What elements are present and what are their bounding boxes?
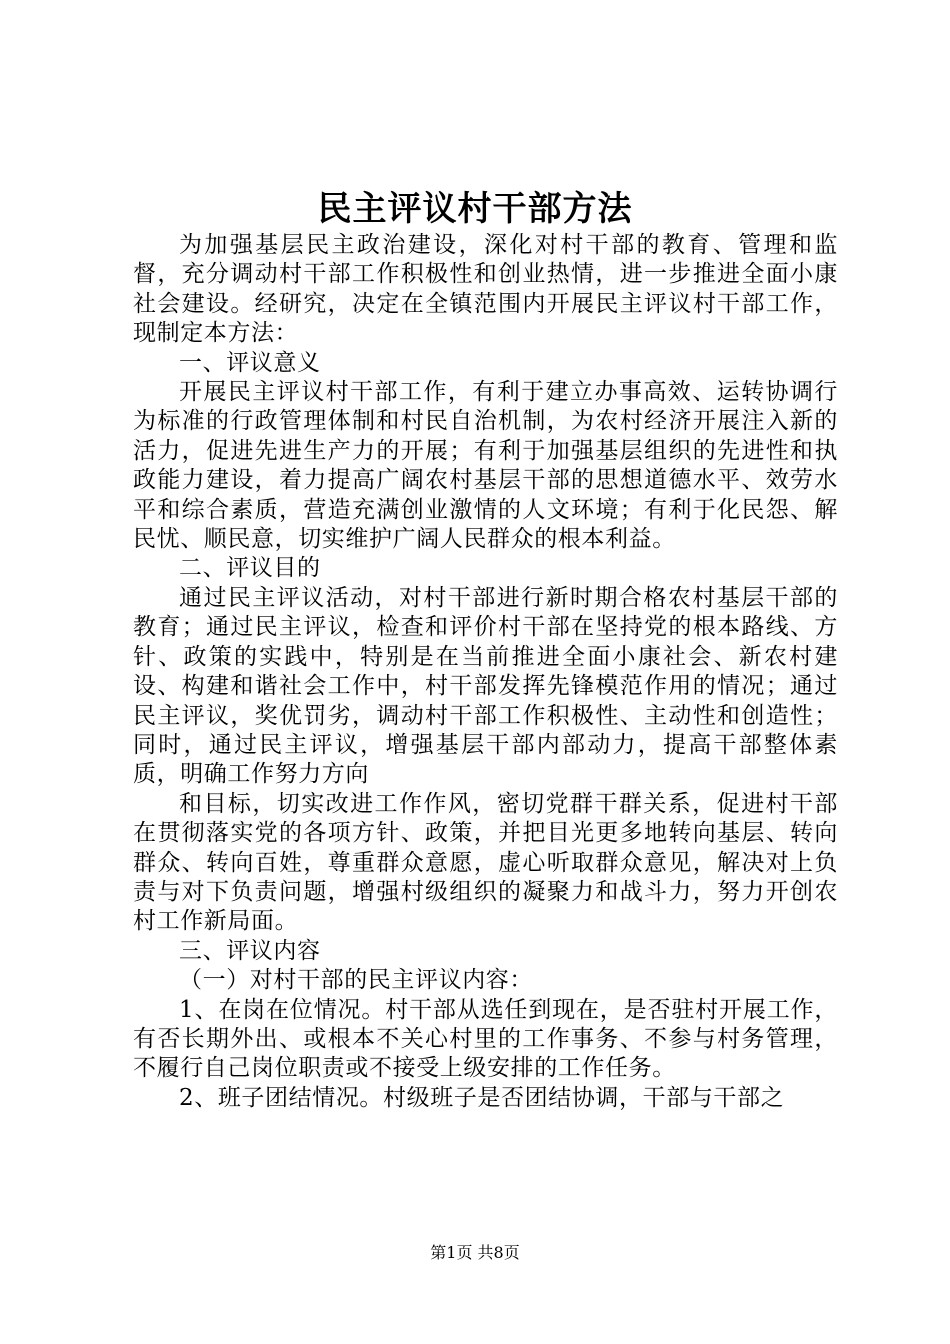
paragraph-purpose-continued: 和目标，切实改进工作作风，密切党群干群关系，促进村干部在贯彻落实党的各项方针、政策，并把目光更多地转向基层、转向群众、转向百姓，尊重群众意愿，虚心听取群众意见，解决对上负责与对下负责问题，增强村级组织的凝聚力和战斗力，努力开创农村工作新局面。 — [133, 790, 838, 935]
document-title: 民主评议村干部方法 — [317, 189, 633, 229]
paragraph-significance: 开展民主评议村干部工作，有利于建立办事高效、运转协调行为标准的行政管理体制和村民自治机制，为农村经济开展注入新的活力，促进先进生产力的开展；有利于加强基层组织的先进性和执政能力建设，着力提高广阔农村基层干部的思想道德水平、效劳水平和综合素质，营造充满创业激情的人文环境；有利于化民怨、解民忧、顺民意，切实维护广阔人民群众的根本利益。 — [133, 379, 838, 553]
paragraph-purpose: 通过民主评议活动，对村干部进行新时期合格农村基层干部的教育；通过民主评议，检查和评价村干部在坚持党的根本路线、方针、政策的实践中，特别是在当前推进全面小康社会、新农村建设、构建和谐社会工作中，村干部发挥先锋模范作用的情况；通过民主评议，奖优罚劣，调动村干部工作积极性、主动性和创造性；同时，通过民主评议，增强基层干部内部动力，提高干部整体素质，明确工作努力方向 — [133, 584, 838, 788]
subsection-heading-1: （一）对村干部的民主评议内容： — [179, 967, 533, 994]
section-heading-1: 一、评议意义 — [179, 349, 321, 376]
section-heading-2: 二、评议目的 — [179, 555, 321, 582]
paragraph-item-2: 2、班子团结情况。村级班子是否团结协调，干部与干部之 — [179, 1084, 785, 1111]
page-number-footer: 第1页 共8页 — [430, 1243, 520, 1262]
paragraph-item-1: 1、在岗在位情况。村干部从选任到现在，是否驻村开展工作，有否长期外出、或根本不关心村里的工作事务、不参与村务管理，不履行自己岗位职责或不接受上级安排的工作任务。 — [133, 996, 838, 1082]
document-body — [133, 231, 838, 1113]
section-heading-3: 三、评议内容 — [179, 937, 321, 964]
paragraph-intro: 为加强基层民主政治建设，深化对村干部的教育、管理和监督，充分调动村干部工作积极性和创业热情，进一步推进全面小康社会建设。经研究，决定在全镇范围内开展民主评议村干部工作，现制定本方法： — [133, 232, 838, 347]
